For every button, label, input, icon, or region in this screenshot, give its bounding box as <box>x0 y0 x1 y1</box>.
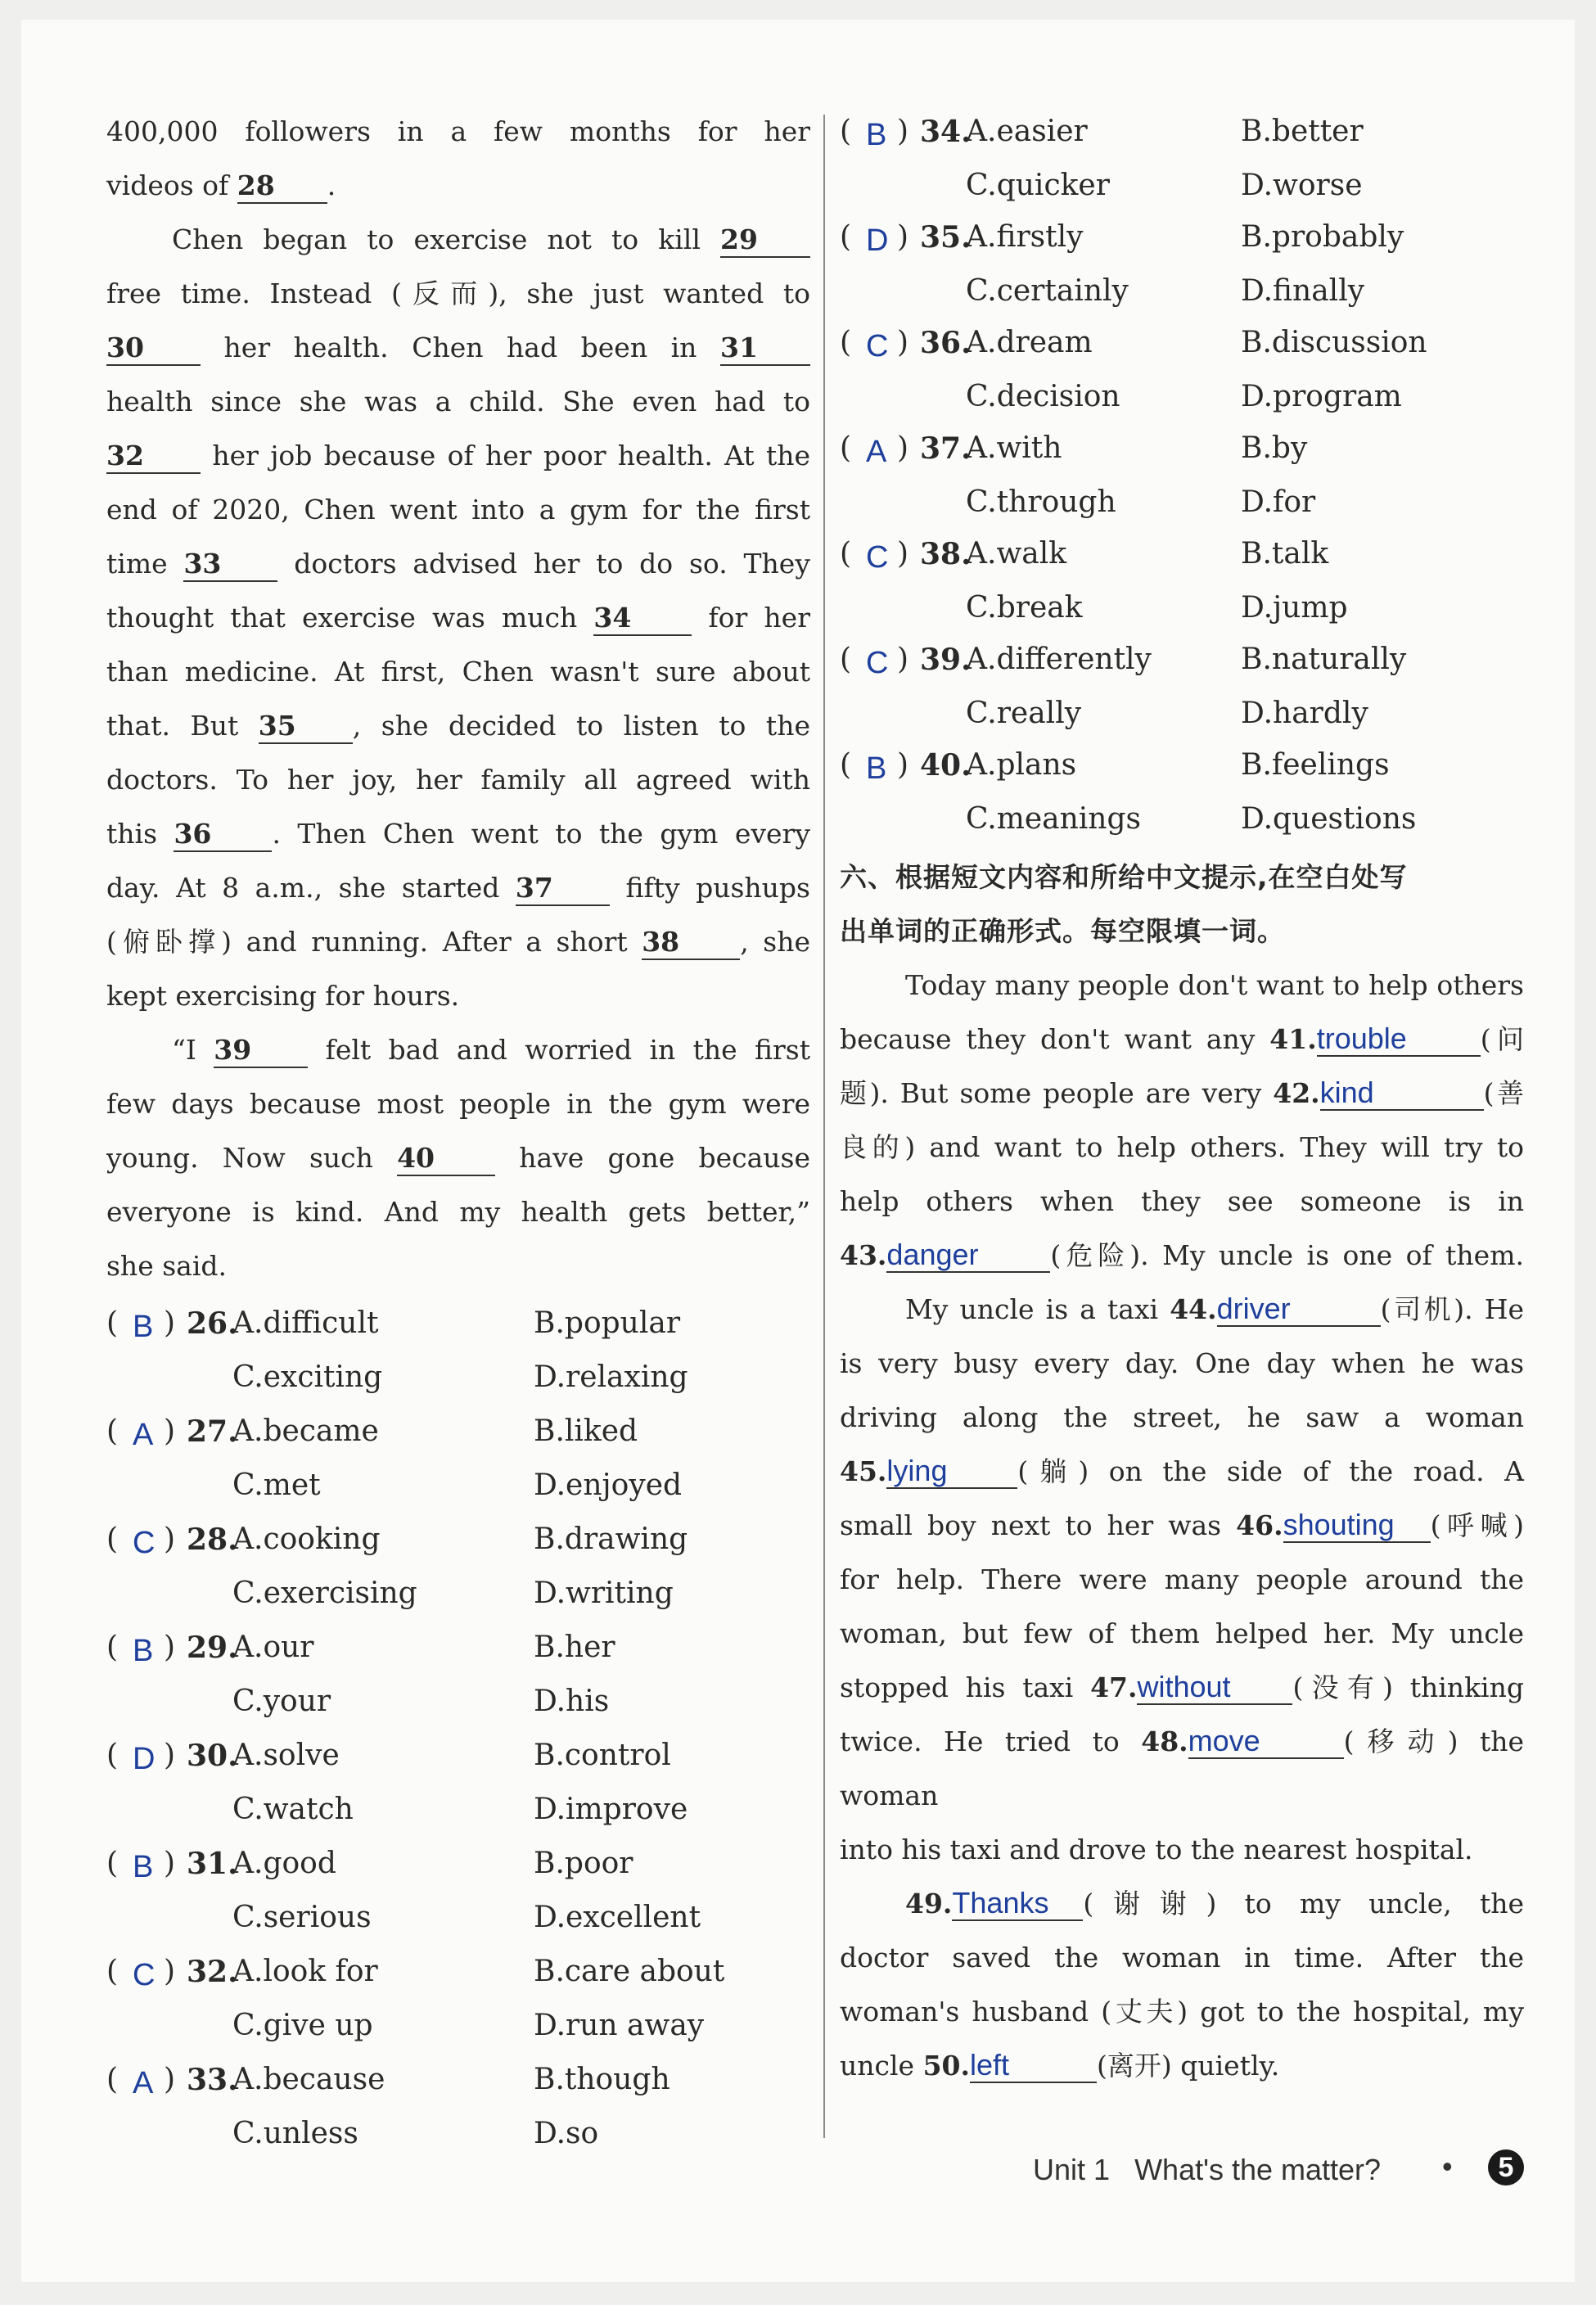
option-d[interactable]: D.hardly <box>1241 697 1368 730</box>
option-b[interactable]: B.control <box>534 1739 671 1772</box>
answer-47[interactable]: without <box>1137 1671 1292 1705</box>
answer-44[interactable]: driver <box>1217 1292 1381 1327</box>
question-list <box>840 105 1524 844</box>
option-b[interactable]: B.liked <box>534 1414 638 1448</box>
paren-open: ( <box>106 1631 119 1664</box>
answer-letter[interactable]: C <box>133 1958 156 1992</box>
option-c[interactable]: C.unless <box>232 2117 358 2150</box>
option-b[interactable]: B.though <box>534 2063 670 2096</box>
option-a[interactable]: A.with <box>966 431 1062 465</box>
question-number: 29. <box>187 1631 238 1665</box>
question-item <box>106 1405 810 1513</box>
question-list <box>106 1297 810 2161</box>
question-item <box>106 2053 810 2161</box>
option-c[interactable]: C.decision <box>966 380 1120 413</box>
paren-close: ) <box>897 748 909 782</box>
passage-line: end of 2020, Chen went into a gym for the first <box>106 494 810 526</box>
paren-open: ( <box>106 1306 119 1340</box>
option-b[interactable]: B.better <box>1241 115 1364 148</box>
answer-letter[interactable]: C <box>866 329 889 363</box>
option-b[interactable]: B.drawing <box>534 1522 688 1556</box>
option-a[interactable]: A.cooking <box>232 1522 381 1556</box>
option-a[interactable]: A.solve <box>232 1739 340 1772</box>
option-c[interactable]: C.serious <box>232 1901 372 1934</box>
passage-line: 30 her health. Chen had been in 31 <box>106 321 810 375</box>
question-number: 31. <box>187 1847 238 1881</box>
passage-line: woman, but few of them helped her. My uncle <box>840 1617 1524 1649</box>
passage-line: stopped his taxi 47.without (没有) thinking <box>840 1670 1524 1703</box>
option-b[interactable]: B.poor <box>534 1847 633 1880</box>
passage-line: 49.Thanks (谢谢) to my uncle, the <box>905 1886 1524 1919</box>
option-c[interactable]: C.watch <box>232 1793 354 1826</box>
option-a[interactable]: A.good <box>232 1847 336 1880</box>
right-column <box>840 105 1524 2093</box>
option-b[interactable]: B.discussion <box>1241 326 1427 359</box>
passage-line: thought that exercise was much 34 for her <box>106 591 810 645</box>
left-column <box>106 105 810 2161</box>
question-item <box>840 210 1524 316</box>
option-a[interactable]: A.differently <box>966 643 1152 676</box>
passage-line: this 36 . Then Chen went to the gym every <box>106 807 810 861</box>
option-b[interactable]: B.probably <box>1241 220 1404 254</box>
answer-letter[interactable]: B <box>866 751 887 786</box>
answer-letter[interactable]: C <box>866 540 889 575</box>
answer-46[interactable]: shouting <box>1283 1509 1431 1543</box>
question-item <box>840 316 1524 422</box>
answer-41[interactable]: trouble <box>1317 1022 1481 1057</box>
paren-open: ( <box>840 326 852 359</box>
paren-open: ( <box>840 748 852 782</box>
answer-letter[interactable]: B <box>133 1310 154 1344</box>
option-c[interactable]: C.certainly <box>966 274 1129 308</box>
page-number: 5 <box>1488 2149 1524 2185</box>
question-number: 37. <box>920 431 972 466</box>
option-a[interactable]: A.look for <box>232 1955 378 1988</box>
blank-35[interactable]: 35 <box>259 710 353 744</box>
paren-open: ( <box>840 537 852 571</box>
option-d[interactable]: D.finally <box>1241 274 1365 308</box>
passage-line: 43.danger (危险). My uncle is one of them. <box>840 1238 1524 1271</box>
answer-letter[interactable]: A <box>133 1418 154 1452</box>
blank-31[interactable]: 31 <box>720 332 810 366</box>
paren-close: ) <box>164 1739 176 1772</box>
option-a[interactable]: A.plans <box>966 748 1077 782</box>
option-b[interactable]: B.naturally <box>1241 643 1407 676</box>
paren-close: ) <box>897 537 909 571</box>
option-d[interactable]: D.his <box>534 1685 610 1718</box>
passage-line: because they don't want any 41.trouble (问 <box>840 1022 1524 1055</box>
question-number: 27. <box>187 1414 238 1449</box>
section-6 <box>840 850 1524 2093</box>
option-d[interactable]: D.program <box>1241 380 1402 413</box>
option-d[interactable]: D.run away <box>534 2009 705 2042</box>
passage-line: doctors. To her joy, her family all agreed with <box>106 764 810 796</box>
option-c[interactable]: C.exercising <box>232 1577 417 1610</box>
question-number: 33. <box>187 2063 238 2097</box>
passage-line: Today many people don't want to help others <box>905 969 1524 1001</box>
option-b[interactable]: B.her <box>534 1631 615 1664</box>
option-d[interactable]: D.excellent <box>534 1901 701 1934</box>
separator-dot-icon: • <box>1442 2149 1453 2183</box>
passage-line: twice. He tried to 48.move (移动) the woman <box>840 1724 1524 1811</box>
unit-title: What's the matter? <box>1134 2153 1382 2186</box>
passage-line: time 33 doctors advised her to do so. They <box>106 537 810 591</box>
answer-45[interactable]: lying <box>886 1455 1017 1489</box>
option-c[interactable]: C.exciting <box>232 1360 383 1394</box>
passage-line: 题). But some people are very 42.kind (善 <box>840 1076 1524 1109</box>
option-b[interactable]: B.feelings <box>1241 748 1390 782</box>
paren-open: ( <box>840 115 852 148</box>
question-item <box>840 527 1524 633</box>
section-heading: 六、根据短文内容和所给中文提示,在空白处写 <box>840 861 1408 893</box>
option-c[interactable]: C.break <box>966 591 1083 625</box>
blank-36[interactable]: 36 <box>174 818 272 852</box>
paren-close: ) <box>897 220 909 254</box>
blank-39[interactable]: 39 <box>214 1034 308 1068</box>
passage-line: than medicine. At first, Chen wasn't sure about <box>106 656 810 688</box>
question-number: 34. <box>920 115 972 149</box>
paren-close: ) <box>164 1955 176 1988</box>
answer-42[interactable]: kind <box>1320 1076 1484 1111</box>
question-number: 30. <box>187 1739 238 1773</box>
option-d[interactable]: D.worse <box>1241 169 1363 202</box>
page-footer <box>1033 2149 1453 2187</box>
paren-open: ( <box>840 431 852 465</box>
question-item <box>106 1297 810 1405</box>
passage-line: young. Now such 40 have gone because <box>106 1131 810 1185</box>
question-item <box>840 738 1524 844</box>
passage-line: is very busy every day. One day when he was <box>840 1347 1524 1379</box>
passage-line: kept exercising for hours. <box>106 980 460 1012</box>
paren-open: ( <box>106 1522 119 1556</box>
blank-28[interactable]: 28 <box>237 169 327 204</box>
passage-line: (俯卧撑) and running. After a short 38 , she <box>106 915 810 969</box>
passage-line: videos of 28 . <box>106 159 810 213</box>
paren-close: ) <box>164 1414 176 1448</box>
question-number: 36. <box>920 326 972 360</box>
passage-line: 32 her job because of her poor health. At the <box>106 429 810 483</box>
option-d[interactable]: D.so <box>534 2117 599 2150</box>
unit-label: Unit 1 <box>1033 2153 1111 2186</box>
answer-49[interactable]: Thanks <box>952 1887 1083 1921</box>
passage-line: into his taxi and drove to the nearest hospital. <box>840 1834 1473 1865</box>
column-divider <box>823 115 825 2138</box>
option-a[interactable]: A.because <box>232 2063 385 2096</box>
passage-line: help others when they see someone is in <box>840 1185 1524 1217</box>
answer-letter[interactable]: B <box>133 1634 154 1668</box>
blank-37[interactable]: 37 <box>516 872 610 906</box>
passage-line: free time. Instead (反而), she just wanted to <box>106 277 810 309</box>
paren-open: ( <box>106 1414 119 1448</box>
paren-close: ) <box>164 1847 176 1880</box>
option-b[interactable]: B.by <box>1241 431 1308 465</box>
question-item <box>106 1837 810 1945</box>
question-item <box>840 633 1524 738</box>
passage-line: for help. There were many people around the <box>840 1563 1524 1595</box>
option-c[interactable]: C.met <box>232 1468 321 1502</box>
option-a[interactable]: A.our <box>232 1631 314 1664</box>
answer-letter[interactable]: D <box>133 1742 156 1776</box>
question-number: 32. <box>187 1955 238 1989</box>
option-c[interactable]: C.give up <box>232 2009 373 2042</box>
paren-close: ) <box>897 326 909 359</box>
option-c[interactable]: C.really <box>966 697 1082 730</box>
option-d[interactable]: D.for <box>1241 485 1316 519</box>
question-number: 28. <box>187 1522 238 1557</box>
passage-line: that. But 35 , she decided to listen to the <box>106 699 810 753</box>
option-c[interactable]: C.your <box>232 1685 331 1718</box>
option-c[interactable]: C.meanings <box>966 802 1142 836</box>
passage-line: 45.lying (躺) on the side of the road. A <box>840 1454 1524 1487</box>
option-a[interactable]: A.easier <box>966 115 1088 148</box>
blank-34[interactable]: 34 <box>593 602 692 636</box>
option-d[interactable]: D.questions <box>1241 802 1417 836</box>
passage-line: 400,000 followers in a few months for her <box>106 115 810 147</box>
answer-letter[interactable]: B <box>866 118 887 152</box>
paren-open: ( <box>106 1739 119 1772</box>
passage-line: few days because most people in the gym were <box>106 1088 810 1120</box>
paren-open: ( <box>106 1847 119 1880</box>
section-heading: 出单词的正确形式。每空限填一词。 <box>840 915 1285 947</box>
blank-29[interactable]: 29 <box>720 223 810 258</box>
paren-close: ) <box>897 431 909 465</box>
passage-line: everyone is kind. And my health gets better,” <box>106 1196 810 1228</box>
paren-open: ( <box>840 220 852 254</box>
answer-letter[interactable]: A <box>133 2066 154 2100</box>
passage-line: uncle 50.left (离开) quietly. <box>840 2048 1280 2082</box>
passage-line: driving along the street, he saw a woman <box>840 1401 1524 1433</box>
option-a[interactable]: A.became <box>232 1414 379 1448</box>
answer-letter[interactable]: A <box>866 435 887 469</box>
question-item <box>106 1729 810 1837</box>
paren-close: ) <box>164 2063 176 2096</box>
question-item <box>840 105 1524 210</box>
paren-close: ) <box>164 1631 176 1664</box>
blank-33[interactable]: 33 <box>183 548 277 582</box>
option-d[interactable]: D.writing <box>534 1577 674 1610</box>
question-item <box>106 1513 810 1621</box>
passage-line: doctor saved the woman in time. After the <box>840 1942 1524 1973</box>
blank-32[interactable]: 32 <box>106 440 201 474</box>
answer-43[interactable]: danger <box>886 1238 1050 1273</box>
question-number: 38. <box>920 537 972 571</box>
question-number: 39. <box>920 643 972 677</box>
paren-close: ) <box>164 1306 176 1340</box>
answer-letter[interactable]: C <box>133 1526 156 1560</box>
paren-close: ) <box>897 115 909 148</box>
passage-line: day. At 8 a.m., she started 37 fifty pushups <box>106 861 810 915</box>
answer-50[interactable]: left <box>970 2049 1097 2083</box>
option-c[interactable]: C.through <box>966 485 1116 519</box>
paren-open: ( <box>106 2063 119 2096</box>
option-b[interactable]: B.talk <box>1241 537 1329 571</box>
passage-line: “I 39 felt bad and worried in the first <box>106 1023 810 1077</box>
question-item <box>106 1621 810 1729</box>
question-number: 26. <box>187 1306 238 1341</box>
blank-38[interactable]: 38 <box>642 926 740 960</box>
option-d[interactable]: D.enjoyed <box>534 1468 683 1502</box>
option-b[interactable]: B.popular <box>534 1306 681 1340</box>
question-item <box>106 1945 810 2053</box>
option-a[interactable]: A.dream <box>966 326 1093 359</box>
answer-letter[interactable]: D <box>866 223 889 258</box>
question-item <box>840 422 1524 527</box>
blank-30[interactable]: 30 <box>106 332 201 366</box>
answer-48[interactable]: move <box>1188 1725 1344 1759</box>
passage-line: Chen began to exercise not to kill 29 <box>106 213 810 267</box>
question-number: 40. <box>920 748 972 783</box>
option-d[interactable]: D.relaxing <box>534 1360 688 1394</box>
blank-40[interactable]: 40 <box>397 1142 495 1176</box>
option-c[interactable]: C.quicker <box>966 169 1110 202</box>
passage-line: small boy next to her was 46.shouting (呼喊) <box>840 1508 1525 1541</box>
paren-close: ) <box>164 1522 176 1556</box>
answer-letter[interactable]: B <box>133 1850 154 1884</box>
option-a[interactable]: A.walk <box>966 537 1067 571</box>
passage-line: she said. <box>106 1250 227 1282</box>
question-number: 35. <box>920 220 972 255</box>
option-a[interactable]: A.difficult <box>232 1306 379 1340</box>
passage-line: 良的) and want to help others. They will try to <box>840 1131 1524 1163</box>
option-d[interactable]: D.improve <box>534 1793 688 1826</box>
option-d[interactable]: D.jump <box>1241 591 1348 625</box>
paren-open: ( <box>840 643 852 676</box>
answer-letter[interactable]: C <box>866 646 889 680</box>
paren-open: ( <box>106 1955 119 1988</box>
passage-line: woman's husband (丈夫) got to the hospital, my <box>840 1996 1524 2028</box>
option-a[interactable]: A.firstly <box>966 220 1084 254</box>
option-b[interactable]: B.care about <box>534 1955 725 1988</box>
passage-line: My uncle is a taxi 44.driver (司机). He <box>905 1292 1524 1325</box>
paren-close: ) <box>897 643 909 676</box>
passage-line: health since she was a child. She even had to <box>106 386 810 417</box>
